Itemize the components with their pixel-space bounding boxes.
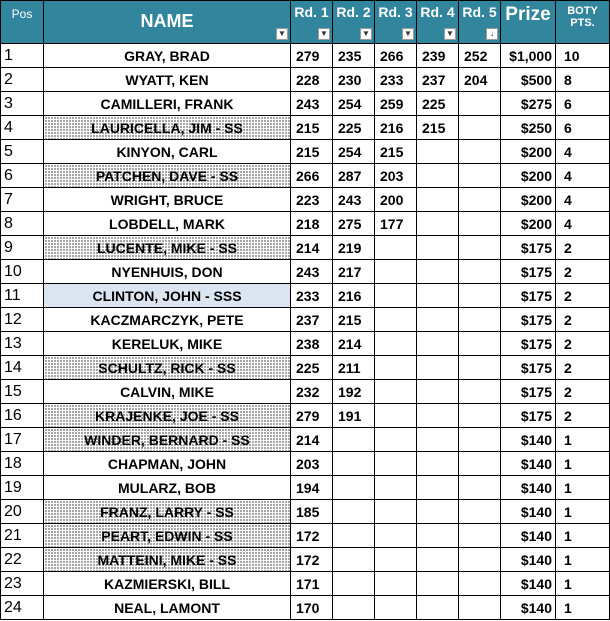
rd5-score-cell bbox=[459, 164, 501, 188]
table-row bbox=[1, 92, 610, 116]
rd2-score-cell: 192 bbox=[333, 380, 375, 404]
rd2-score-cell: 219 bbox=[333, 236, 375, 260]
rd3-score-cell: 259 bbox=[375, 92, 417, 116]
sort-descending-icon[interactable]: ↓ bbox=[486, 28, 498, 40]
bowler-name-cell: KRAJENKE, JOE - SS bbox=[44, 404, 291, 428]
rd2-score-cell: 191 bbox=[333, 404, 375, 428]
table-row bbox=[1, 44, 610, 68]
table-row bbox=[1, 284, 610, 308]
bowler-name-cell: CAMILLERI, FRANK bbox=[44, 92, 291, 116]
rd2-header-label: Rd. 2 bbox=[336, 4, 371, 20]
rd5-score-cell bbox=[459, 332, 501, 356]
rd5-score-cell bbox=[459, 284, 501, 308]
rd1-score-cell: 185 bbox=[291, 500, 333, 524]
table-row bbox=[1, 596, 610, 620]
rd4-score-cell bbox=[417, 356, 459, 380]
boty-points-cell: 2 bbox=[556, 380, 610, 404]
rd5-score-cell bbox=[459, 500, 501, 524]
rd5-score-cell bbox=[459, 572, 501, 596]
pos-cell: 3 bbox=[1, 92, 44, 116]
rd3-score-cell bbox=[375, 452, 417, 476]
rd4-score-cell bbox=[417, 140, 459, 164]
prize-cell: $175 bbox=[501, 308, 556, 332]
col-header-rd5 bbox=[459, 1, 501, 44]
boty-points-cell: 2 bbox=[556, 332, 610, 356]
rd3-score-cell bbox=[375, 236, 417, 260]
pos-cell: 12 bbox=[1, 308, 44, 332]
rd1-score-cell: 214 bbox=[291, 428, 333, 452]
rd3-score-cell bbox=[375, 428, 417, 452]
pos-cell: 13 bbox=[1, 332, 44, 356]
bowler-name-cell: FRANZ, LARRY - SS bbox=[44, 500, 291, 524]
table-row bbox=[1, 404, 610, 428]
rd5-score-cell bbox=[459, 212, 501, 236]
rd1-score-cell: 237 bbox=[291, 308, 333, 332]
boty-points-cell: 2 bbox=[556, 260, 610, 284]
filter-dropdown-icon[interactable]: ▼ bbox=[318, 28, 330, 40]
boty-points-cell: 4 bbox=[556, 140, 610, 164]
col-header-rd3 bbox=[375, 1, 417, 44]
bowler-name-cell: KERELUK, MIKE bbox=[44, 332, 291, 356]
rd2-score-cell bbox=[333, 524, 375, 548]
rd1-score-cell: 225 bbox=[291, 356, 333, 380]
filter-dropdown-icon[interactable]: ▼ bbox=[444, 28, 456, 40]
rd4-score-cell bbox=[417, 428, 459, 452]
rd3-score-cell bbox=[375, 548, 417, 572]
rd2-score-cell: 235 bbox=[333, 44, 375, 68]
prize-cell: $275 bbox=[501, 92, 556, 116]
rd5-score-cell bbox=[459, 548, 501, 572]
rd4-score-cell bbox=[417, 332, 459, 356]
rd5-score-cell bbox=[459, 116, 501, 140]
table-row bbox=[1, 452, 610, 476]
rd1-score-cell: 238 bbox=[291, 332, 333, 356]
rd1-score-cell: 279 bbox=[291, 404, 333, 428]
rd5-score-cell bbox=[459, 452, 501, 476]
boty-points-cell: 2 bbox=[556, 236, 610, 260]
filter-dropdown-icon[interactable]: ▼ bbox=[276, 28, 288, 40]
prize-cell: $200 bbox=[501, 188, 556, 212]
rd3-score-cell bbox=[375, 260, 417, 284]
rd4-score-cell bbox=[417, 548, 459, 572]
rd4-score-cell bbox=[417, 452, 459, 476]
rd4-score-cell bbox=[417, 212, 459, 236]
prize-cell: $140 bbox=[501, 572, 556, 596]
rd5-score-cell: 252 bbox=[459, 44, 501, 68]
header-row bbox=[1, 1, 610, 44]
rd4-header-label: Rd. 4 bbox=[420, 4, 455, 20]
table-row bbox=[1, 332, 610, 356]
pos-cell: 2 bbox=[1, 68, 44, 92]
boty-points-cell: 1 bbox=[556, 524, 610, 548]
bowler-name-cell: PATCHEN, DAVE - SS bbox=[44, 164, 291, 188]
table-row bbox=[1, 524, 610, 548]
pos-cell: 22 bbox=[1, 548, 44, 572]
rd1-score-cell: 279 bbox=[291, 44, 333, 68]
rd4-score-cell bbox=[417, 260, 459, 284]
table-row bbox=[1, 188, 610, 212]
pos-cell: 10 bbox=[1, 260, 44, 284]
prize-cell: $140 bbox=[501, 548, 556, 572]
prize-cell: $175 bbox=[501, 284, 556, 308]
filter-dropdown-icon[interactable]: ▼ bbox=[402, 28, 414, 40]
rd5-score-cell: 204 bbox=[459, 68, 501, 92]
rd1-score-cell: 223 bbox=[291, 188, 333, 212]
boty-points-cell: 1 bbox=[556, 476, 610, 500]
prize-cell: $175 bbox=[501, 404, 556, 428]
pos-cell: 21 bbox=[1, 524, 44, 548]
boty-points-cell: 6 bbox=[556, 116, 610, 140]
table-row bbox=[1, 260, 610, 284]
pos-cell: 9 bbox=[1, 236, 44, 260]
bowler-name-cell: MULARZ, BOB bbox=[44, 476, 291, 500]
pos-cell: 24 bbox=[1, 596, 44, 620]
rd4-score-cell bbox=[417, 188, 459, 212]
rd4-score-cell bbox=[417, 572, 459, 596]
pos-cell: 5 bbox=[1, 140, 44, 164]
rd2-score-cell: 230 bbox=[333, 68, 375, 92]
boty-header-line2: PTS. bbox=[570, 17, 595, 29]
rd1-score-cell: 243 bbox=[291, 260, 333, 284]
bowler-name-cell: GRAY, BRAD bbox=[44, 44, 291, 68]
boty-points-cell: 2 bbox=[556, 356, 610, 380]
rd3-score-cell bbox=[375, 596, 417, 620]
col-header-rd1 bbox=[291, 1, 333, 44]
table-row bbox=[1, 356, 610, 380]
rd5-score-cell bbox=[459, 188, 501, 212]
pos-cell: 4 bbox=[1, 116, 44, 140]
prize-cell: $500 bbox=[501, 68, 556, 92]
prize-header-label: Prize bbox=[505, 4, 551, 25]
rd2-score-cell bbox=[333, 476, 375, 500]
rd1-score-cell: 203 bbox=[291, 452, 333, 476]
prize-cell: $200 bbox=[501, 212, 556, 236]
bowler-name-cell: MATTEINI, MIKE - SS bbox=[44, 548, 291, 572]
table-row bbox=[1, 68, 610, 92]
rd2-score-cell: 275 bbox=[333, 212, 375, 236]
table-row bbox=[1, 500, 610, 524]
prize-cell: $175 bbox=[501, 236, 556, 260]
pos-cell: 1 bbox=[1, 44, 44, 68]
rd5-score-cell bbox=[459, 92, 501, 116]
rd3-score-cell bbox=[375, 500, 417, 524]
boty-points-cell: 2 bbox=[556, 404, 610, 428]
bowler-name-cell: KINYON, CARL bbox=[44, 140, 291, 164]
name-header-label: NAME bbox=[140, 11, 194, 31]
rd1-score-cell: 171 bbox=[291, 572, 333, 596]
rd5-score-cell bbox=[459, 308, 501, 332]
boty-points-cell: 10 bbox=[556, 44, 610, 68]
prize-cell: $140 bbox=[501, 524, 556, 548]
col-header-pos bbox=[1, 1, 44, 44]
prize-cell: $140 bbox=[501, 500, 556, 524]
pos-cell: 19 bbox=[1, 476, 44, 500]
pos-cell: 18 bbox=[1, 452, 44, 476]
bowler-name-cell: WYATT, KEN bbox=[44, 68, 291, 92]
rd3-score-cell bbox=[375, 572, 417, 596]
prize-cell: $175 bbox=[501, 356, 556, 380]
rd2-score-cell: 214 bbox=[333, 332, 375, 356]
rd3-score-cell: 233 bbox=[375, 68, 417, 92]
rd2-score-cell bbox=[333, 548, 375, 572]
col-header-rd2 bbox=[333, 1, 375, 44]
rd3-score-cell: 203 bbox=[375, 164, 417, 188]
prize-cell: $200 bbox=[501, 140, 556, 164]
prize-cell: $140 bbox=[501, 476, 556, 500]
boty-header-line1: BOTY bbox=[567, 5, 598, 17]
rd4-score-cell bbox=[417, 380, 459, 404]
rd4-score-cell bbox=[417, 284, 459, 308]
boty-points-cell: 1 bbox=[556, 500, 610, 524]
table-row bbox=[1, 428, 610, 452]
prize-cell: $140 bbox=[501, 428, 556, 452]
col-header-name bbox=[44, 1, 291, 44]
table-row bbox=[1, 476, 610, 500]
bowler-name-cell: LAURICELLA, JIM - SS bbox=[44, 116, 291, 140]
pos-cell: 14 bbox=[1, 356, 44, 380]
boty-points-cell: 4 bbox=[556, 188, 610, 212]
rd4-score-cell: 225 bbox=[417, 92, 459, 116]
prize-cell: $140 bbox=[501, 596, 556, 620]
rd3-score-cell bbox=[375, 356, 417, 380]
rd2-score-cell: 215 bbox=[333, 308, 375, 332]
pos-cell: 15 bbox=[1, 380, 44, 404]
rd2-score-cell: 225 bbox=[333, 116, 375, 140]
pos-cell: 16 bbox=[1, 404, 44, 428]
rd1-score-cell: 266 bbox=[291, 164, 333, 188]
rd1-header-label: Rd. 1 bbox=[294, 4, 329, 20]
rd2-score-cell: 254 bbox=[333, 92, 375, 116]
rd5-header-label: Rd. 5 bbox=[462, 4, 497, 20]
boty-points-cell: 4 bbox=[556, 212, 610, 236]
rd3-score-cell bbox=[375, 380, 417, 404]
bowler-name-cell: KAZMIERSKI, BILL bbox=[44, 572, 291, 596]
rd2-score-cell bbox=[333, 596, 375, 620]
rd2-score-cell: 211 bbox=[333, 356, 375, 380]
prize-cell: $175 bbox=[501, 332, 556, 356]
rd4-score-cell bbox=[417, 404, 459, 428]
bowler-name-cell: PEART, EDWIN - SS bbox=[44, 524, 291, 548]
bowler-name-cell: CHAPMAN, JOHN bbox=[44, 452, 291, 476]
rd4-score-cell bbox=[417, 236, 459, 260]
rd4-score-cell bbox=[417, 524, 459, 548]
bowler-name-cell: NYENHUIS, DON bbox=[44, 260, 291, 284]
boty-points-cell: 8 bbox=[556, 68, 610, 92]
rd5-score-cell bbox=[459, 404, 501, 428]
rd5-score-cell bbox=[459, 428, 501, 452]
bowler-name-cell: KACZMARCZYK, PETE bbox=[44, 308, 291, 332]
rd2-score-cell bbox=[333, 428, 375, 452]
prize-cell: $1,000 bbox=[501, 44, 556, 68]
prize-cell: $140 bbox=[501, 452, 556, 476]
pos-cell: 6 bbox=[1, 164, 44, 188]
rd2-score-cell: 287 bbox=[333, 164, 375, 188]
boty-points-cell: 1 bbox=[556, 452, 610, 476]
bowler-name-cell: CLINTON, JOHN - SSS bbox=[44, 284, 291, 308]
rd1-score-cell: 172 bbox=[291, 548, 333, 572]
rd5-score-cell bbox=[459, 380, 501, 404]
rd3-score-cell: 200 bbox=[375, 188, 417, 212]
rd1-score-cell: 194 bbox=[291, 476, 333, 500]
pos-cell: 20 bbox=[1, 500, 44, 524]
rd5-score-cell bbox=[459, 476, 501, 500]
table-row bbox=[1, 380, 610, 404]
rd5-score-cell bbox=[459, 140, 501, 164]
boty-points-cell: 1 bbox=[556, 572, 610, 596]
pos-cell: 23 bbox=[1, 572, 44, 596]
rd2-score-cell: 216 bbox=[333, 284, 375, 308]
rd4-score-cell bbox=[417, 596, 459, 620]
rd5-score-cell bbox=[459, 596, 501, 620]
rd3-score-cell bbox=[375, 284, 417, 308]
pos-cell: 17 bbox=[1, 428, 44, 452]
bowler-name-cell: WRIGHT, BRUCE bbox=[44, 188, 291, 212]
rd3-score-cell bbox=[375, 404, 417, 428]
rd2-score-cell: 243 bbox=[333, 188, 375, 212]
rd2-score-cell bbox=[333, 500, 375, 524]
col-header-boty bbox=[556, 1, 610, 44]
rd5-score-cell bbox=[459, 524, 501, 548]
rd5-score-cell bbox=[459, 236, 501, 260]
pos-cell: 8 bbox=[1, 212, 44, 236]
pos-cell: 11 bbox=[1, 284, 44, 308]
rd2-score-cell: 254 bbox=[333, 140, 375, 164]
rd3-score-cell bbox=[375, 332, 417, 356]
prize-cell: $250 bbox=[501, 116, 556, 140]
boty-points-cell: 1 bbox=[556, 428, 610, 452]
rd1-score-cell: 243 bbox=[291, 92, 333, 116]
rd3-score-cell: 216 bbox=[375, 116, 417, 140]
rd3-score-cell bbox=[375, 476, 417, 500]
table-row bbox=[1, 548, 610, 572]
rd3-score-cell: 177 bbox=[375, 212, 417, 236]
table-row bbox=[1, 212, 610, 236]
rd4-score-cell bbox=[417, 476, 459, 500]
table-row bbox=[1, 140, 610, 164]
prize-cell: $200 bbox=[501, 164, 556, 188]
rd3-score-cell bbox=[375, 308, 417, 332]
rd1-score-cell: 170 bbox=[291, 596, 333, 620]
rd4-score-cell: 239 bbox=[417, 44, 459, 68]
col-header-prize bbox=[501, 1, 556, 44]
boty-points-cell: 4 bbox=[556, 164, 610, 188]
rd4-score-cell: 237 bbox=[417, 68, 459, 92]
rd2-score-cell bbox=[333, 452, 375, 476]
table-row bbox=[1, 116, 610, 140]
rd2-score-cell bbox=[333, 572, 375, 596]
rd1-score-cell: 228 bbox=[291, 68, 333, 92]
table-row bbox=[1, 572, 610, 596]
rd5-score-cell bbox=[459, 356, 501, 380]
boty-header-label bbox=[556, 1, 609, 29]
boty-points-cell: 6 bbox=[556, 92, 610, 116]
table-row bbox=[1, 236, 610, 260]
rd3-header-label: Rd. 3 bbox=[378, 4, 413, 20]
rd1-score-cell: 215 bbox=[291, 140, 333, 164]
rd4-score-cell bbox=[417, 500, 459, 524]
rd2-score-cell: 217 bbox=[333, 260, 375, 284]
rd3-score-cell bbox=[375, 524, 417, 548]
rd1-score-cell: 172 bbox=[291, 524, 333, 548]
bowler-name-cell: LOBDELL, MARK bbox=[44, 212, 291, 236]
pos-cell: 7 bbox=[1, 188, 44, 212]
rd5-score-cell bbox=[459, 260, 501, 284]
prize-cell: $175 bbox=[501, 380, 556, 404]
boty-points-cell: 1 bbox=[556, 548, 610, 572]
rd1-score-cell: 218 bbox=[291, 212, 333, 236]
rd1-score-cell: 232 bbox=[291, 380, 333, 404]
rd3-score-cell: 266 bbox=[375, 44, 417, 68]
bowler-name-cell: CALVIN, MIKE bbox=[44, 380, 291, 404]
rd4-score-cell bbox=[417, 308, 459, 332]
rd1-score-cell: 214 bbox=[291, 236, 333, 260]
pos-header-label: Pos bbox=[11, 7, 33, 21]
bowler-name-cell: WINDER, BERNARD - SS bbox=[44, 428, 291, 452]
table-row bbox=[1, 308, 610, 332]
bowler-name-cell: NEAL, LAMONT bbox=[44, 596, 291, 620]
boty-points-cell: 2 bbox=[556, 308, 610, 332]
prize-cell: $175 bbox=[501, 260, 556, 284]
rd4-score-cell bbox=[417, 164, 459, 188]
boty-points-cell: 1 bbox=[556, 596, 610, 620]
table-row bbox=[1, 164, 610, 188]
filter-dropdown-icon[interactable]: ▼ bbox=[360, 28, 372, 40]
rd1-score-cell: 215 bbox=[291, 116, 333, 140]
rd3-score-cell: 215 bbox=[375, 140, 417, 164]
rd4-score-cell: 215 bbox=[417, 116, 459, 140]
col-header-rd4 bbox=[417, 1, 459, 44]
boty-points-cell: 2 bbox=[556, 284, 610, 308]
bowler-name-cell: SCHULTZ, RICK - SS bbox=[44, 356, 291, 380]
rd1-score-cell: 233 bbox=[291, 284, 333, 308]
bowler-name-cell: LUCENTE, MIKE - SS bbox=[44, 236, 291, 260]
